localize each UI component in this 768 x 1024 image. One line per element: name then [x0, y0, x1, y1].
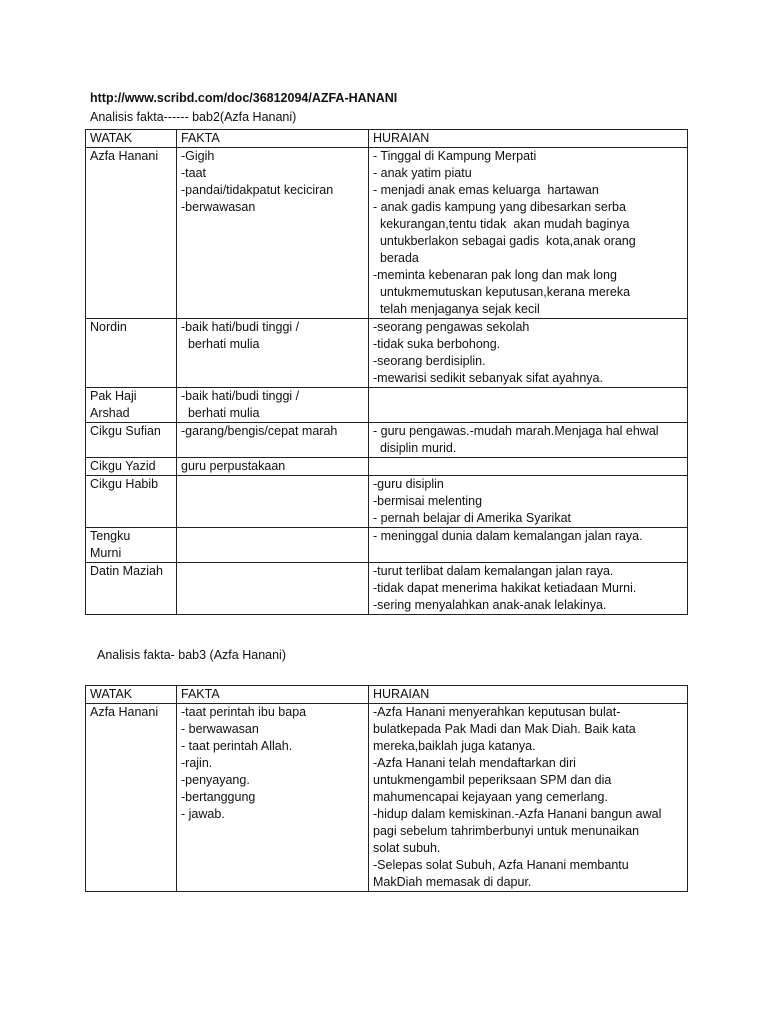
watak-line: Cikgu Sufian [90, 424, 161, 438]
huraian-line: berada [373, 251, 419, 265]
watak-line: Murni [90, 546, 122, 560]
huraian-line: -seorang pengawas sekolah [373, 320, 530, 334]
fakta-line: berhati mulia [181, 337, 260, 351]
huraian-line: pagi sebelum tahrimberbunyi untuk menunaikan [373, 824, 640, 838]
huraian-line: MakDiah memasak di dapur. [373, 875, 532, 889]
header-watak: WATAK [86, 686, 177, 704]
watak-line: Tengku [90, 529, 131, 543]
watak-line: Cikgu Yazid [90, 459, 156, 473]
huraian-line: - pernah belajar di Amerika Syarikat [373, 511, 572, 525]
huraian-line: disiplin murid. [373, 441, 457, 455]
watak-line: Datin Maziah [90, 564, 163, 578]
watak-line: Cikgu Habib [90, 477, 159, 491]
character-analysis-table-bab3 [85, 685, 688, 892]
table-row [86, 388, 688, 423]
huraian-line: -Azfa Hanani menyerahkan keputusan bulat- [373, 705, 621, 719]
cell-huraian [369, 458, 688, 476]
cell-watak [86, 388, 177, 423]
cell-fakta [177, 528, 369, 563]
cell-fakta [177, 476, 369, 528]
cell-fakta [177, 319, 369, 388]
table-row [86, 528, 688, 563]
header-huraian: HURAIAN [369, 130, 688, 148]
table-row [86, 458, 688, 476]
huraian-line: -meminta kebenaran pak long dan mak long [373, 268, 617, 282]
cell-fakta [177, 388, 369, 423]
cell-huraian [369, 423, 688, 458]
fakta-line: -bertanggung [181, 790, 256, 804]
huraian-line: - menjadi anak emas keluarga hartawan [373, 183, 599, 197]
fakta-line: -garang/bengis/cepat marah [181, 424, 338, 438]
table-header-row [86, 686, 688, 704]
huraian-line: kekurangan,tentu tidak akan mudah baginya [373, 217, 630, 231]
fakta-line: -berwawasan [181, 200, 256, 214]
fakta-line: - berwawasan [181, 722, 259, 736]
cell-watak [86, 423, 177, 458]
fakta-line: - taat perintah Allah. [181, 739, 293, 753]
huraian-line: -bermisai melenting [373, 494, 483, 508]
huraian-line: - anak yatim piatu [373, 166, 472, 180]
cell-watak [86, 563, 177, 615]
cell-huraian [369, 563, 688, 615]
huraian-line: telah menjaganya sejak kecil [373, 302, 540, 316]
cell-fakta [177, 458, 369, 476]
huraian-line: - meninggal dunia dalam kemalangan jalan raya. [373, 529, 643, 543]
huraian-line: mereka,baiklah juga katanya. [373, 739, 536, 753]
cell-watak [86, 476, 177, 528]
cell-fakta [177, 148, 369, 319]
cell-fakta [177, 423, 369, 458]
header-fakta: FAKTA [177, 130, 369, 148]
fakta-line: -penyayang. [181, 773, 250, 787]
watak-line: Nordin [90, 320, 127, 334]
fakta-line: -Gigih [181, 149, 215, 163]
table-row [86, 704, 688, 892]
huraian-line: -hidup dalam kemiskinan.-Azfa Hanani bangun awal [373, 807, 662, 821]
cell-watak [86, 319, 177, 388]
watak-line: Arshad [90, 406, 130, 420]
huraian-line: -guru disiplin [373, 477, 444, 491]
huraian-line: -Selepas solat Subuh, Azfa Hanani membantu [373, 858, 629, 872]
huraian-line: -turut terlibat dalam kemalangan jalan raya. [373, 564, 614, 578]
huraian-line: -tidak dapat menerima hakikat ketiadaan Murni. [373, 581, 637, 595]
huraian-line: -sering menyalahkan anak-anak lelakinya. [373, 598, 607, 612]
cell-huraian [369, 704, 688, 892]
character-analysis-table-bab2 [85, 129, 688, 615]
table-row [86, 148, 688, 319]
table-row [86, 319, 688, 388]
cell-huraian [369, 319, 688, 388]
table-row [86, 563, 688, 615]
header-fakta: FAKTA [177, 686, 369, 704]
huraian-line: -tidak suka berbohong. [373, 337, 501, 351]
cell-watak [86, 458, 177, 476]
header-watak: WATAK [86, 130, 177, 148]
huraian-line: - guru pengawas.-mudah marah.Menjaga hal ehwal [373, 424, 659, 438]
cell-huraian [369, 148, 688, 319]
cell-huraian [369, 388, 688, 423]
table1-caption: Analisis fakta------ bab2(Azfa Hanani) [90, 110, 297, 124]
cell-watak [86, 148, 177, 319]
fakta-line: -pandai/tidakpatut keciciran [181, 183, 334, 197]
fakta-line: -taat [181, 166, 207, 180]
huraian-line: untukmemutuskan keputusan,kerana mereka [373, 285, 631, 299]
fakta-line: -baik hati/budi tinggi / [181, 389, 300, 403]
watak-line: Azfa Hanani [90, 705, 159, 719]
table-row [86, 423, 688, 458]
fakta-line: berhati mulia [181, 406, 260, 420]
cell-fakta [177, 563, 369, 615]
watak-line: Azfa Hanani [90, 149, 159, 163]
huraian-line: solat subuh. [373, 841, 441, 855]
watak-line: Pak Haji [90, 389, 137, 403]
table-header-row [86, 130, 688, 148]
cell-watak [86, 528, 177, 563]
huraian-line: - anak gadis kampung yang dibesarkan serba [373, 200, 626, 214]
table2-caption: Analisis fakta- bab3 (Azfa Hanani) [97, 648, 286, 662]
fakta-line: -rajin. [181, 756, 213, 770]
huraian-line: -mewarisi sedikit sebanyak sifat ayahnya. [373, 371, 603, 385]
cell-watak [86, 704, 177, 892]
huraian-line: -Azfa Hanani telah mendaftarkan diri [373, 756, 576, 770]
table-row [86, 476, 688, 528]
huraian-line: -seorang berdisiplin. [373, 354, 486, 368]
cell-huraian [369, 528, 688, 563]
huraian-line: mahumencapai kejayaan yang cemerlang. [373, 790, 608, 804]
cell-fakta [177, 704, 369, 892]
fakta-line: - jawab. [181, 807, 225, 821]
huraian-line: untukmengambil peperiksaan SPM dan dia [373, 773, 612, 787]
document-url[interactable]: http://www.scribd.com/doc/36812094/AZFA-HANANI [90, 91, 398, 105]
fakta-line: -taat perintah ibu bapa [181, 705, 307, 719]
fakta-line: guru perpustakaan [181, 459, 286, 473]
huraian-line: untukberlakon sebagai gadis kota,anak orang [373, 234, 636, 248]
fakta-line: -baik hati/budi tinggi / [181, 320, 300, 334]
cell-huraian [369, 476, 688, 528]
huraian-line: - Tinggal di Kampung Merpati [373, 149, 537, 163]
header-huraian: HURAIAN [369, 686, 688, 704]
huraian-line: bulatkepada Pak Madi dan Mak Diah. Baik kata [373, 722, 636, 736]
